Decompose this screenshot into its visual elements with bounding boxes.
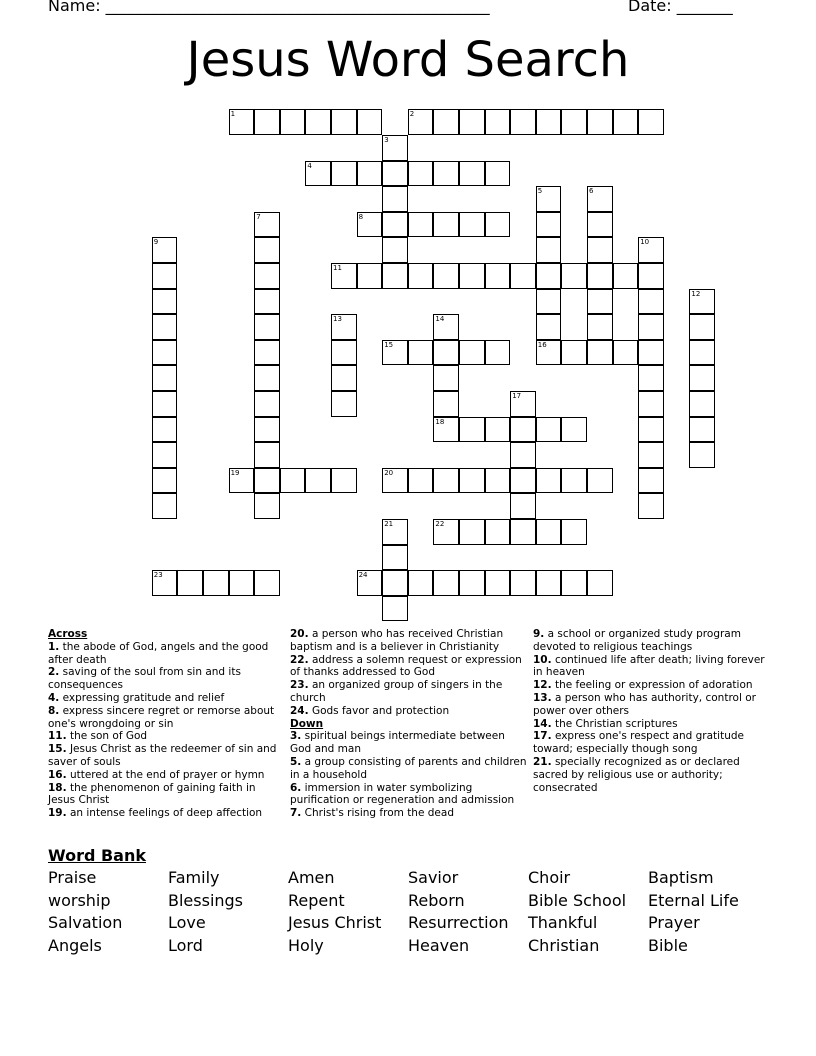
grid-cell[interactable] (382, 545, 408, 571)
grid-cell[interactable] (536, 109, 562, 135)
word-bank-item: Baptism (648, 868, 714, 887)
grid-cell[interactable] (587, 237, 613, 263)
clue-item (533, 718, 768, 731)
clue-text: a group consisting of parents and children in a household (290, 755, 527, 781)
grid-cell[interactable] (229, 468, 255, 494)
clue-number: 16 (537, 340, 547, 349)
page-title: Jesus Word Search (186, 32, 630, 88)
grid-cell[interactable] (587, 468, 613, 494)
grid-cell[interactable] (408, 161, 434, 187)
clue-text: spiritual beings intermediate between God and man (290, 730, 505, 756)
word-bank-item: Jesus Christ (288, 913, 382, 932)
grid-cell[interactable] (331, 391, 357, 417)
clue-text: Christ's rising from the dead (301, 807, 454, 820)
clue-number: 22 (435, 520, 445, 528)
clue-item (290, 628, 528, 654)
clue-number: 15 (384, 340, 394, 349)
grid-cell[interactable] (254, 468, 280, 494)
grid-cell[interactable] (280, 109, 306, 135)
word-bank-item: Heaven (408, 935, 470, 955)
grid-cell[interactable] (408, 468, 434, 494)
clue-number: 4 (307, 161, 312, 170)
grid-cell[interactable] (305, 161, 331, 187)
grid-cell[interactable] (433, 314, 459, 340)
grid-cell[interactable] (305, 468, 331, 494)
clue-item (48, 807, 278, 820)
grid-cell[interactable] (254, 417, 280, 443)
clue-item (290, 679, 528, 705)
grid-cell[interactable] (485, 161, 511, 187)
grid-cell[interactable] (331, 468, 357, 494)
clue-number: 6 (589, 187, 594, 196)
date-field-label[interactable]: Date: _______ (628, 0, 733, 15)
clue-number: 8 (358, 212, 364, 221)
clue-text: the son of God (66, 730, 148, 743)
grid-cell[interactable] (433, 161, 459, 187)
word-bank-item: Savior (408, 868, 459, 887)
grid-cell[interactable] (433, 519, 459, 545)
grid-cell[interactable] (689, 289, 715, 315)
grid-cell[interactable] (152, 417, 178, 443)
grid-cell[interactable] (638, 289, 664, 315)
grid-cell[interactable] (638, 468, 664, 494)
clue-text: Gods favor and protection (308, 704, 450, 717)
grid-cell[interactable] (331, 263, 357, 289)
grid-cell[interactable] (459, 417, 485, 443)
clue-text: a person who has authority, control or power over others (533, 691, 756, 717)
grid-cell[interactable] (587, 263, 613, 289)
clue-number-label: 13. (533, 691, 552, 704)
clue-item (290, 756, 528, 782)
grid-cell[interactable] (408, 212, 434, 238)
grid-cell[interactable] (152, 493, 178, 519)
word-bank-item: Prayer (648, 913, 700, 932)
name-field-label[interactable]: Name: ________________________________________________ (48, 0, 490, 15)
clue-item (48, 730, 278, 743)
word-bank-item: Thankful (528, 913, 598, 932)
grid-cell[interactable] (382, 468, 408, 494)
clue-item (48, 666, 278, 692)
clue-number: 14 (435, 315, 445, 324)
grid-cell[interactable] (382, 263, 408, 289)
grid-cell[interactable] (254, 212, 280, 238)
grid-cell[interactable] (459, 468, 485, 494)
grid-cell[interactable] (331, 109, 357, 135)
clue-number: 1 (230, 110, 236, 119)
grid-cell[interactable] (536, 519, 562, 545)
grid-cell[interactable] (408, 109, 434, 135)
clue-text: a person who has received Christian baptism and is a believer in Christianity (290, 628, 504, 653)
grid-cell[interactable] (152, 340, 178, 366)
grid-cell[interactable] (485, 468, 511, 494)
grid-cell[interactable] (510, 570, 536, 596)
grid-cell[interactable] (459, 519, 485, 545)
clue-item (533, 654, 768, 680)
grid-cell[interactable] (510, 442, 536, 468)
word-bank-item: Salvation (48, 913, 123, 932)
clue-item (48, 782, 278, 808)
grid-cell[interactable] (638, 417, 664, 443)
clue-item (533, 679, 768, 692)
grid-cell[interactable] (382, 186, 408, 212)
grid-cell[interactable] (433, 263, 459, 289)
grid-cell[interactable] (561, 570, 587, 596)
word-bank-item: Repent (288, 890, 345, 910)
clue-item (290, 654, 528, 680)
clue-number-label: 9. (533, 628, 545, 640)
clue-number: 24 (358, 571, 368, 580)
clue-number-label: 2. (48, 666, 60, 679)
grid-cell[interactable] (152, 365, 178, 391)
grid-cell[interactable] (536, 468, 562, 494)
grid-cell[interactable] (254, 340, 280, 366)
grid-cell[interactable] (587, 340, 613, 366)
grid-cell[interactable] (689, 417, 715, 443)
clue-number-label: 10. (533, 653, 552, 666)
clue-number: 17 (512, 392, 522, 400)
word-bank-item: Resurrection (408, 913, 509, 932)
grid-cell[interactable] (433, 570, 459, 596)
clue-number: 5 (537, 187, 543, 196)
grid-cell[interactable] (254, 263, 280, 289)
grid-cell[interactable] (305, 109, 331, 135)
clue-text: Jesus Christ as the redeemer of sin and saver of souls (48, 743, 277, 768)
grid-cell[interactable] (510, 263, 536, 289)
grid-cell[interactable] (510, 109, 536, 135)
clue-number: 21 (384, 520, 394, 528)
grid-cell[interactable] (382, 161, 408, 187)
grid-cell[interactable] (152, 468, 178, 494)
grid-cell[interactable] (254, 237, 280, 263)
grid-cell[interactable] (331, 340, 357, 366)
grid-cell[interactable] (536, 212, 562, 238)
clue-number-label: 16. (48, 768, 67, 781)
clue-text: address a solemn request or expression of thanks addressed to God (290, 653, 522, 679)
grid-cell[interactable] (357, 109, 383, 135)
grid-cell[interactable] (152, 237, 178, 263)
clue-number-label: 6. (290, 781, 302, 794)
word-bank-item: worship (48, 890, 111, 910)
grid-cell[interactable] (459, 109, 485, 135)
grid-cell[interactable] (254, 289, 280, 315)
clue-number-label: 3. (290, 730, 302, 743)
clue-number-label: 22. (290, 653, 309, 666)
grid-cell[interactable] (510, 468, 536, 494)
clue-number-label: 8. (48, 704, 60, 717)
grid-cell[interactable] (459, 570, 485, 596)
clue-number-label: 5. (290, 755, 302, 768)
word-bank-item: Eternal Life (648, 890, 739, 910)
clue-number: 12 (691, 289, 701, 298)
grid-cell[interactable] (638, 340, 664, 366)
word-bank-item: Love (168, 913, 206, 932)
clue-number: 9 (153, 238, 159, 247)
clue-item (290, 730, 528, 756)
word-bank-item: Angels (48, 935, 102, 955)
grid-cell[interactable] (382, 570, 408, 596)
grid-cell[interactable] (382, 237, 408, 263)
clue-number-label: 21. (533, 755, 552, 768)
grid-cell[interactable] (510, 417, 536, 443)
grid-cell[interactable] (689, 340, 715, 366)
clue-number-label: 23. (290, 679, 309, 692)
grid-cell[interactable] (280, 468, 306, 494)
clue-number-label: 14. (533, 717, 552, 730)
clue-item (48, 769, 278, 782)
clue-text: an organized group of singers in the church (290, 679, 503, 704)
grid-cell[interactable] (254, 365, 280, 391)
clue-text: the feeling or expression of adoration (551, 679, 753, 692)
clue-number-label: 20. (290, 628, 309, 640)
word-bank-item: Holy (288, 935, 324, 955)
clue-number: 18 (435, 417, 445, 426)
clue-text: specially recognized as or declared sacred by religious use or authority; consecrated (533, 755, 740, 794)
grid-cell[interactable] (408, 340, 434, 366)
clue-text: a school or organized study program devoted to religious teachings (533, 628, 741, 653)
grid-cell[interactable] (433, 468, 459, 494)
clue-number: 19 (230, 468, 240, 477)
grid-cell[interactable] (587, 186, 613, 212)
clue-number: 3 (384, 136, 389, 144)
clue-text: express sincere regret or remorse about one's wrongdoing or sin (48, 704, 275, 730)
grid-cell[interactable] (152, 570, 178, 596)
grid-cell[interactable] (408, 570, 434, 596)
grid-cell[interactable] (587, 212, 613, 238)
across-heading: Across (48, 628, 88, 640)
grid-cell[interactable] (510, 493, 536, 519)
clue-text: the abode of God, angels and the good after death (48, 640, 269, 666)
grid-cell[interactable] (254, 109, 280, 135)
grid-cell[interactable] (561, 468, 587, 494)
grid-cell[interactable] (689, 314, 715, 340)
grid-cell[interactable] (536, 289, 562, 315)
grid-cell[interactable] (357, 570, 383, 596)
clue-text: saving of the soul from sin and its consequences (48, 666, 241, 692)
grid-cell[interactable] (152, 314, 178, 340)
grid-cell[interactable] (510, 519, 536, 545)
grid-cell[interactable] (254, 314, 280, 340)
clue-number: 7 (256, 212, 261, 221)
grid-cell[interactable] (638, 314, 664, 340)
grid-cell[interactable] (485, 340, 511, 366)
grid-cell[interactable] (689, 442, 715, 468)
grid-cell[interactable] (357, 263, 383, 289)
grid-cell[interactable] (510, 391, 536, 417)
grid-cell[interactable] (587, 109, 613, 135)
grid-cell[interactable] (433, 212, 459, 238)
clue-text: continued life after death; living forever in heaven (533, 653, 765, 679)
grid-cell[interactable] (382, 340, 408, 366)
grid-cell[interactable] (536, 263, 562, 289)
grid-cell[interactable] (485, 417, 511, 443)
grid-cell[interactable] (638, 237, 664, 263)
word-bank-item: Christian (528, 935, 600, 955)
word-bank (48, 868, 768, 956)
grid-cell[interactable] (638, 442, 664, 468)
clue-number-label: 19. (48, 807, 67, 820)
grid-cell[interactable] (561, 263, 587, 289)
grid-cell[interactable] (536, 340, 562, 366)
clue-item (48, 743, 278, 769)
grid-cell[interactable] (254, 442, 280, 468)
clue-item (533, 756, 768, 794)
grid-cell[interactable] (561, 109, 587, 135)
word-bank-title: Word Bank (48, 846, 147, 865)
clue-item (48, 692, 278, 705)
clue-number: 20 (384, 468, 394, 477)
clue-item (533, 628, 768, 654)
word-bank-item: Family (168, 868, 220, 887)
grid-cell[interactable] (561, 519, 587, 545)
grid-cell[interactable] (536, 570, 562, 596)
grid-cell[interactable] (382, 596, 408, 622)
grid-cell[interactable] (485, 519, 511, 545)
grid-cell[interactable] (433, 109, 459, 135)
grid-cell[interactable] (638, 109, 664, 135)
clue-number-label: 18. (48, 781, 67, 794)
grid-cell[interactable] (459, 212, 485, 238)
grid-cell[interactable] (613, 340, 639, 366)
grid-cell[interactable] (459, 263, 485, 289)
grid-cell[interactable] (613, 263, 639, 289)
grid-cell[interactable] (433, 417, 459, 443)
word-bank-item: Reborn (408, 890, 465, 910)
clue-item (533, 692, 768, 718)
grid-cell[interactable] (152, 289, 178, 315)
clues-column-3 (533, 628, 768, 794)
clue-item (533, 730, 768, 756)
clue-item (290, 807, 528, 820)
clue-item (48, 641, 278, 667)
clue-number-label: 15. (48, 743, 67, 756)
grid-cell[interactable] (485, 570, 511, 596)
grid-cell[interactable] (331, 365, 357, 391)
grid-cell[interactable] (459, 161, 485, 187)
clue-text: express one's respect and gratitude toward; especially though song (533, 730, 744, 756)
grid-cell[interactable] (229, 570, 255, 596)
grid-cell[interactable] (357, 161, 383, 187)
word-bank-item: Lord (168, 935, 203, 955)
clues-column-1 (48, 628, 278, 820)
clue-number-label: 17. (533, 730, 552, 743)
grid-cell[interactable] (561, 340, 587, 366)
grid-cell[interactable] (638, 493, 664, 519)
grid-cell[interactable] (433, 391, 459, 417)
grid-cell[interactable] (638, 365, 664, 391)
grid-cell[interactable] (382, 212, 408, 238)
grid-cell[interactable] (152, 442, 178, 468)
clue-number: 13 (333, 315, 342, 324)
clue-text: immersion in water symbolizing purification or regeneration and admission (290, 781, 515, 807)
grid-cell[interactable] (152, 263, 178, 289)
grid-cell[interactable] (587, 570, 613, 596)
grid-cell[interactable] (536, 186, 562, 212)
grid-cell[interactable] (382, 135, 408, 161)
grid-cell[interactable] (408, 263, 434, 289)
down-heading: Down (290, 717, 324, 730)
grid-cell[interactable] (331, 314, 357, 340)
grid-cell[interactable] (433, 340, 459, 366)
clue-number-label: 7. (290, 807, 302, 820)
grid-cell[interactable] (485, 212, 511, 238)
clue-text: uttered at the end of prayer or hymn (66, 768, 265, 781)
clues-column-2 (290, 628, 528, 820)
grid-cell[interactable] (587, 314, 613, 340)
clue-number-label: 12. (533, 679, 552, 692)
grid-cell[interactable] (587, 289, 613, 315)
grid-cell[interactable] (177, 570, 203, 596)
word-bank-item: Bible (648, 935, 688, 955)
word-bank-item: Praise (48, 868, 97, 887)
grid-cell[interactable] (433, 365, 459, 391)
grid-cell[interactable] (229, 109, 255, 135)
clue-number: 11 (333, 264, 342, 272)
clue-number-label: 11. (48, 730, 67, 743)
word-bank-item: Choir (528, 868, 571, 887)
clue-item (290, 705, 528, 718)
grid-cell[interactable] (357, 212, 383, 238)
clue-item (290, 782, 528, 808)
grid-cell[interactable] (485, 263, 511, 289)
clue-number: 10 (640, 238, 650, 247)
grid-cell[interactable] (203, 570, 229, 596)
clue-number: 23 (153, 571, 163, 580)
grid-cell[interactable] (254, 391, 280, 417)
grid-cell[interactable] (459, 340, 485, 366)
word-bank-item: Bible School (528, 890, 627, 910)
grid-cell[interactable] (638, 263, 664, 289)
clue-text: an intense feelings of deep affection (66, 807, 263, 820)
grid-cell[interactable] (689, 391, 715, 417)
grid-cell[interactable] (561, 417, 587, 443)
clue-number-label: 24. (290, 704, 309, 717)
grid-cell[interactable] (254, 493, 280, 519)
grid-cell[interactable] (331, 161, 357, 187)
clue-text: the Christian scriptures (551, 717, 678, 730)
grid-cell[interactable] (689, 365, 715, 391)
grid-cell[interactable] (536, 417, 562, 443)
clue-text: the phenomenon of gaining faith in Jesus Christ (48, 781, 256, 807)
grid-cell[interactable] (638, 391, 664, 417)
clue-text: expressing gratitude and relief (59, 691, 225, 704)
clue-item (48, 705, 278, 731)
grid-cell[interactable] (485, 109, 511, 135)
word-bank-item: Blessings (168, 890, 244, 910)
word-bank-item: Amen (288, 868, 335, 887)
grid-cell[interactable] (152, 391, 178, 417)
clue-number: 2 (409, 110, 415, 119)
grid-cell[interactable] (254, 570, 280, 596)
grid-cell[interactable] (536, 314, 562, 340)
clue-number-label: 4. (48, 691, 60, 704)
clue-number-label: 1. (48, 640, 60, 653)
grid-cell[interactable] (382, 519, 408, 545)
grid-cell[interactable] (613, 109, 639, 135)
grid-cell[interactable] (536, 237, 562, 263)
